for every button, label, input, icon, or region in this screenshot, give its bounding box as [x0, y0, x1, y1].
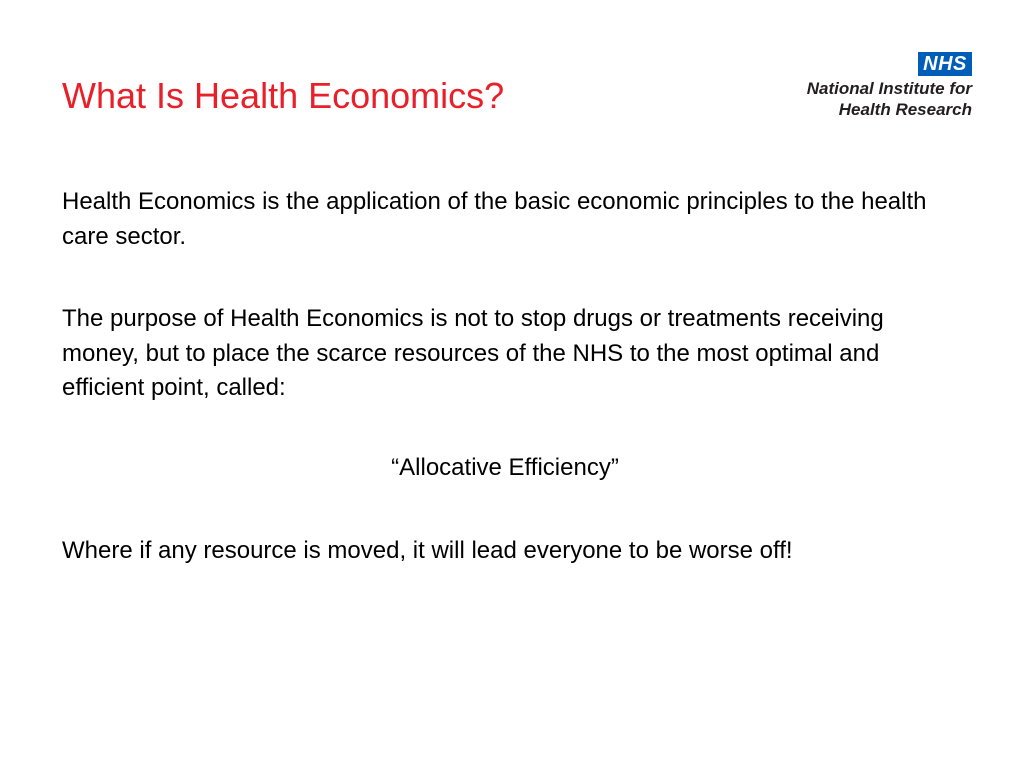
- logo-text-line-1: National Institute for: [806, 79, 972, 98]
- nihr-logo: [772, 52, 972, 122]
- definition-paragraph: Health Economics is the application of the basic economic principles to the health care sector.: [62, 188, 927, 250]
- conclusion-paragraph: Where if any resource is moved, it will lead everyone to be worse off!: [62, 537, 793, 564]
- nhs-badge: NHS: [918, 52, 972, 76]
- purpose-paragraph: The purpose of Health Economics is not to stop drugs or treatments receiving money, but to place the scarce resources of the NHS to the most optimal and efficient point, called:: [62, 305, 884, 401]
- allocative-efficiency-term: “Allocative Efficiency”: [391, 454, 619, 481]
- logo-text-line-2: Health Research: [838, 100, 972, 119]
- slide-title: What Is Health Economics?: [62, 75, 505, 116]
